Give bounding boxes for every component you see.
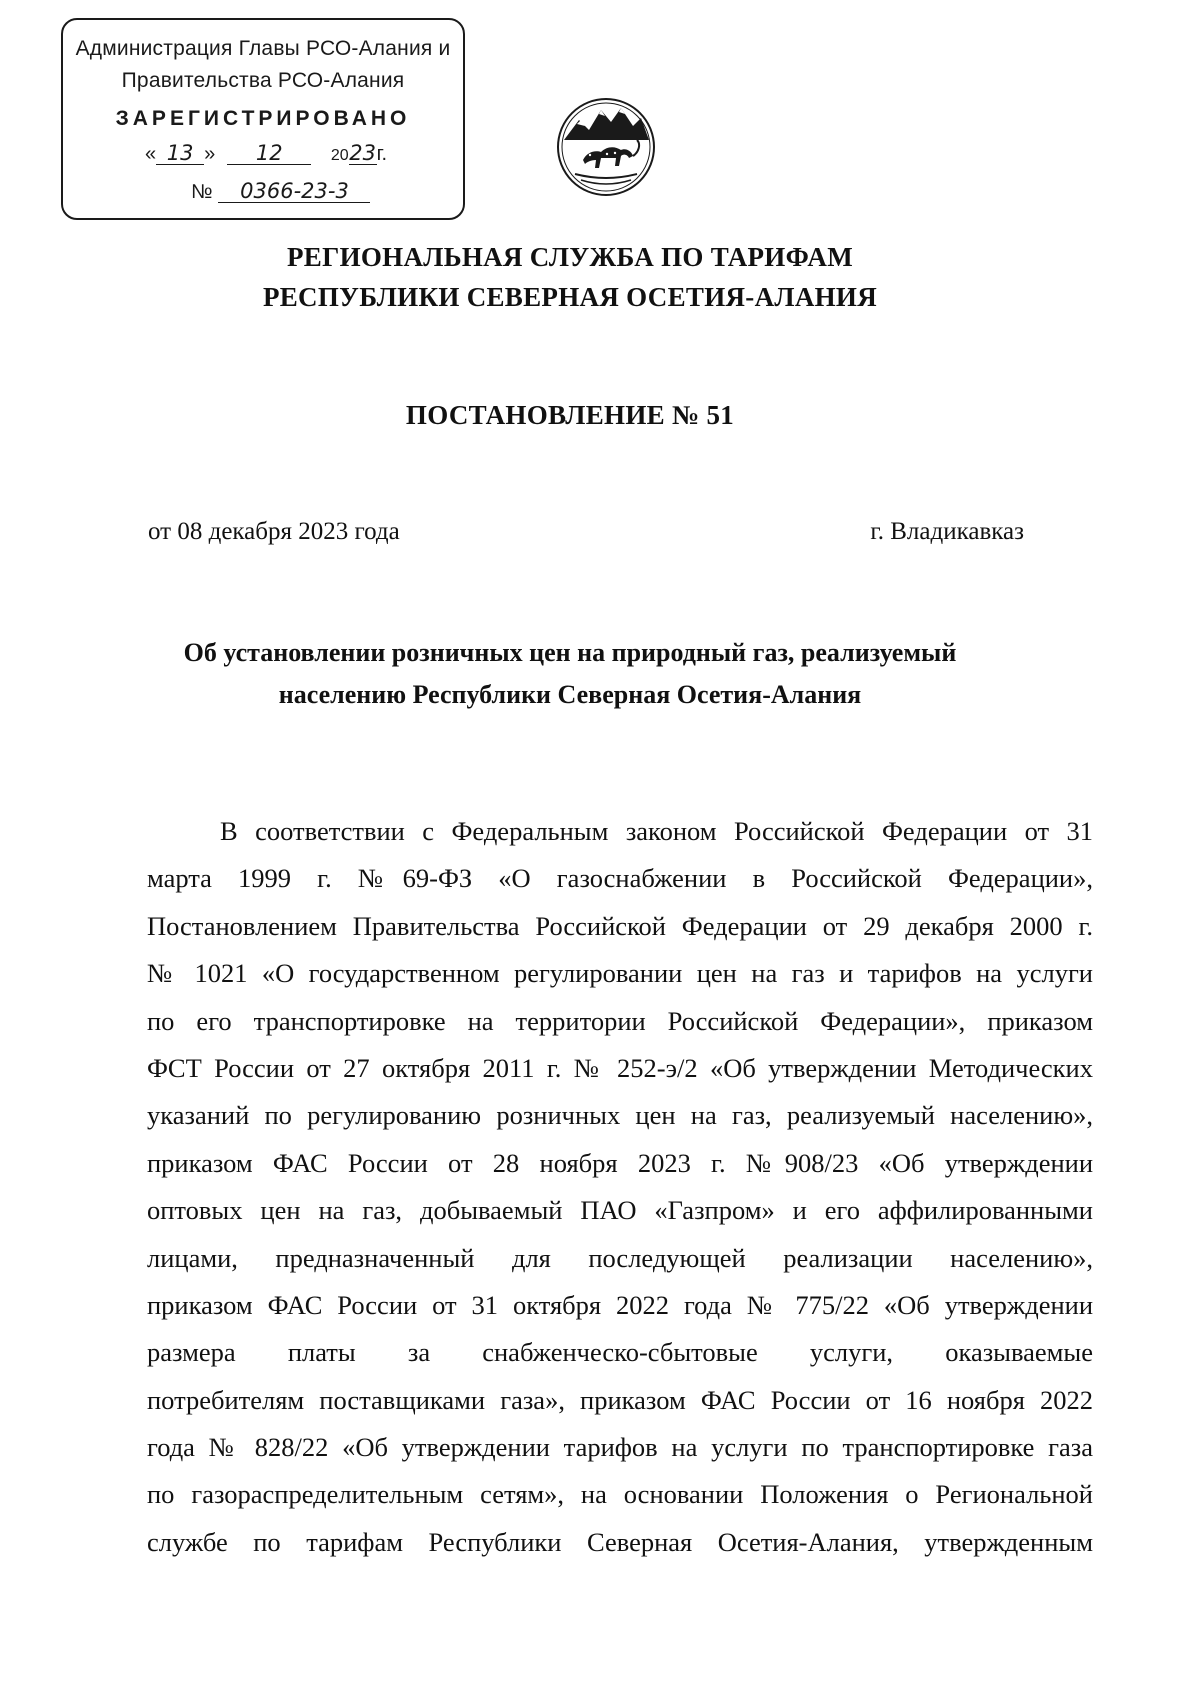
stamp-date-year-suffix: 23 [349, 141, 376, 165]
registration-stamp [61, 18, 465, 220]
stamp-date-close-quote: » [204, 143, 216, 165]
body-line: Постановлением Правительства Российской Федерации от 29 декабря 2000 г. [147, 910, 1093, 941]
decree-date: от 08 декабря 2023 года [148, 518, 400, 545]
stamp-authority-line2: Правительства РСО-Алания [121, 69, 405, 92]
decree-city: г. Владикавказ [870, 518, 1024, 545]
stamp-number-value: 0366-23-3 [218, 180, 370, 203]
body-line: службе по тарифам Республики Северная Осетия-Алания, утвержденным [147, 1526, 1093, 1557]
decree-subject-line1: Об установлении розничных цен на природный газ, реализуемый [183, 638, 957, 667]
decree-title: ПОСТАНОВЛЕНИЕ № 51 [405, 400, 735, 430]
stamp-date-year-unit: г. [376, 143, 388, 165]
body-line: приказом ФАС России от 28 ноября 2023 г. №908/23 «Об утверждении [147, 1147, 1093, 1178]
stamp-date-month: 12 [227, 142, 311, 165]
stamp-authority-line1: Администрация Главы РСО-Алания и [75, 37, 451, 60]
body-line: № 1021 «О государственном регулировании цен на газ и тарифов на услуги [147, 958, 1093, 989]
body-line: потребителям поставщиками газа», приказом ФАС России от 16 ноября 2022 [147, 1384, 1093, 1415]
stamp-registered-label: ЗАРЕГИСТРИРОВАНО [115, 107, 411, 130]
body-line: по его транспортировке на территории Российской Федерации», приказом [147, 1005, 1093, 1036]
stamp-number-label: № [191, 181, 213, 203]
stamp-date-open-quote: « [145, 143, 157, 165]
stamp-registration-number [191, 180, 370, 204]
decree-body [147, 808, 1093, 1566]
decree-subject-line2: населению Республики Северная Осетия-Алания [278, 680, 862, 709]
agency-name-line1: РЕГИОНАЛЬНАЯ СЛУЖБА ПО ТАРИФАМ [287, 242, 853, 272]
body-line: по газораспределительным сетям», на основании Положения о Региональной [147, 1479, 1093, 1510]
body-line: лицами, предназначенный для последующей реализации населению», [147, 1242, 1093, 1273]
body-line: приказом ФАС России от 31 октября 2022 года № 775/22 «Об утверждении [147, 1289, 1093, 1320]
stamp-date-year-prefix: 20 [330, 147, 349, 164]
coat-of-arms-icon [555, 96, 657, 198]
body-line: года № 828/22 «Об утверждении тарифов на услуги по транспортировке газа [147, 1432, 1093, 1463]
body-line: В соответствии с Федеральным законом Российской Федерации от 31 [220, 816, 1093, 846]
stamp-date-day: 13 [156, 142, 204, 165]
body-line: марта 1999 г. №69-ФЗ «О газоснабжении в Российской Федерации», [147, 863, 1093, 894]
stamp-date [145, 142, 387, 166]
body-line: ФСТ России от 27 октября 2011 г. № 252-э/2 «Об утверждении Методических [147, 1052, 1093, 1083]
body-line: указаний по регулированию розничных цен на газ, реализуемый населению», [147, 1100, 1093, 1131]
body-line: оптовых цен на газ, добываемый ПАО «Газпром» и его аффилированными [147, 1195, 1093, 1226]
body-line: размера платы за снабженческо-сбытовые услуги, оказываемые [147, 1337, 1093, 1368]
agency-name-line2: РЕСПУБЛИКИ СЕВЕРНАЯ ОСЕТИЯ-АЛАНИЯ [262, 282, 878, 312]
